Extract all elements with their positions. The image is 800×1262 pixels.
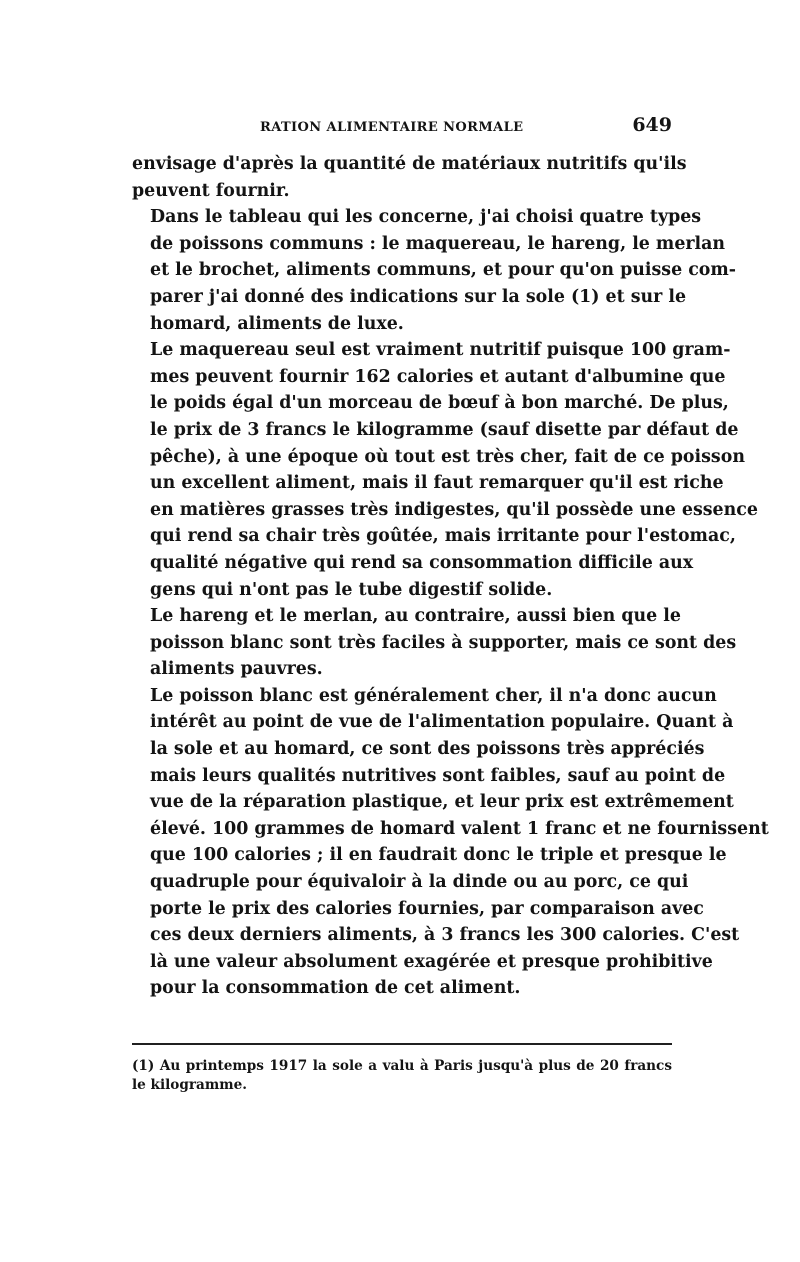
text-line: un excellent aliment, mais il faut remarquer qu'il est riche	[150, 473, 724, 494]
text-line: la sole et au homard, ce sont des poissons très appréciés	[150, 739, 705, 760]
text-line: peuvent fournir.	[132, 180, 290, 201]
paragraph	[132, 603, 737, 683]
text-line: pêche), à une époque où tout est très cher, fait de ce poisson	[150, 446, 745, 467]
text-line: pour la consommation de cet aliment.	[150, 978, 521, 999]
text-line: quadruple pour équivaloir à la dinde ou au porc, ce qui	[150, 872, 689, 893]
running-header	[132, 112, 672, 142]
text-line: poisson blanc sont très faciles à supporter, mais ce sont des	[150, 632, 737, 653]
text-line: Dans le tableau qui les concerne, j'ai choisi quatre types	[150, 207, 702, 228]
text-line: le prix de 3 francs le kilogramme (sauf disette par défaut de	[150, 419, 739, 440]
text-line: mes peuvent fournir 162 calories et autant d'albumine que	[150, 366, 726, 387]
text-line: qui rend sa chair très goûtée, mais irritante pour l'estomac,	[150, 526, 736, 547]
footnote	[132, 1057, 672, 1095]
text-line: de poissons communs : le maquereau, le hareng, le merlan	[150, 233, 726, 254]
text-line: Le poisson blanc est généralement cher, il n'a donc aucun	[150, 685, 717, 706]
footnote-rule	[132, 1043, 672, 1045]
text-line: porte le prix des calories fournies, par comparaison avec	[150, 898, 704, 919]
text-line: Le maquereau seul est vraiment nutritif puisque 100 gram-	[150, 340, 731, 361]
text-line: que 100 calories ; il en faudrait donc le triple et presque le	[150, 845, 727, 866]
body-text	[132, 151, 769, 1002]
paragraph	[132, 337, 758, 603]
text-line: le poids égal d'un morceau de bœuf à bon marché. De plus,	[150, 393, 729, 414]
text-line: parer j'ai donné des indications sur la sole (1) et sur le	[150, 286, 687, 307]
text-line: aliments pauvres.	[150, 659, 323, 680]
text-line: intérêt au point de vue de l'alimentation populaire. Quant à	[150, 712, 734, 733]
text-line: qualité négative qui rend sa consommation difficile aux	[150, 552, 694, 573]
footnote-line: (1) Au printemps 1917 la sole a valu à Paris jusqu'à plus de 20 francs	[132, 1058, 672, 1074]
paragraph	[132, 151, 687, 204]
text-line: vue de la réparation plastique, et leur prix est extrêmement	[150, 792, 734, 813]
paragraph	[132, 683, 769, 1002]
page-number: 649	[632, 114, 672, 136]
text-line: homard, aliments de luxe.	[150, 313, 404, 334]
text-line: élevé. 100 grammes de homard valent 1 franc et ne fournissent	[150, 818, 769, 839]
text-line: Le hareng et le merlan, au contraire, aussi bien que le	[150, 606, 681, 627]
text-line: envisage d'après la quantité de matériaux nutritifs qu'ils	[132, 154, 687, 174]
text-line: et le brochet, aliments communs, et pour qu'on puisse com-	[150, 260, 736, 281]
text-line: là une valeur absolument exagérée et presque prohibitive	[150, 951, 713, 972]
text-line: mais leurs qualités nutritives sont faibles, sauf au point de	[150, 765, 726, 786]
text-line: ces deux derniers aliments, à 3 francs les 300 calories. C'est	[150, 925, 740, 946]
paragraph	[132, 204, 736, 337]
text-line: gens qui n'ont pas le tube digestif solide.	[150, 579, 553, 600]
text-line: en matières grasses très indigestes, qu'il possède une essence	[150, 499, 758, 520]
running-title: RATION ALIMENTAIRE NORMALE	[260, 120, 524, 135]
footnote-line: le kilogramme.	[132, 1077, 247, 1093]
